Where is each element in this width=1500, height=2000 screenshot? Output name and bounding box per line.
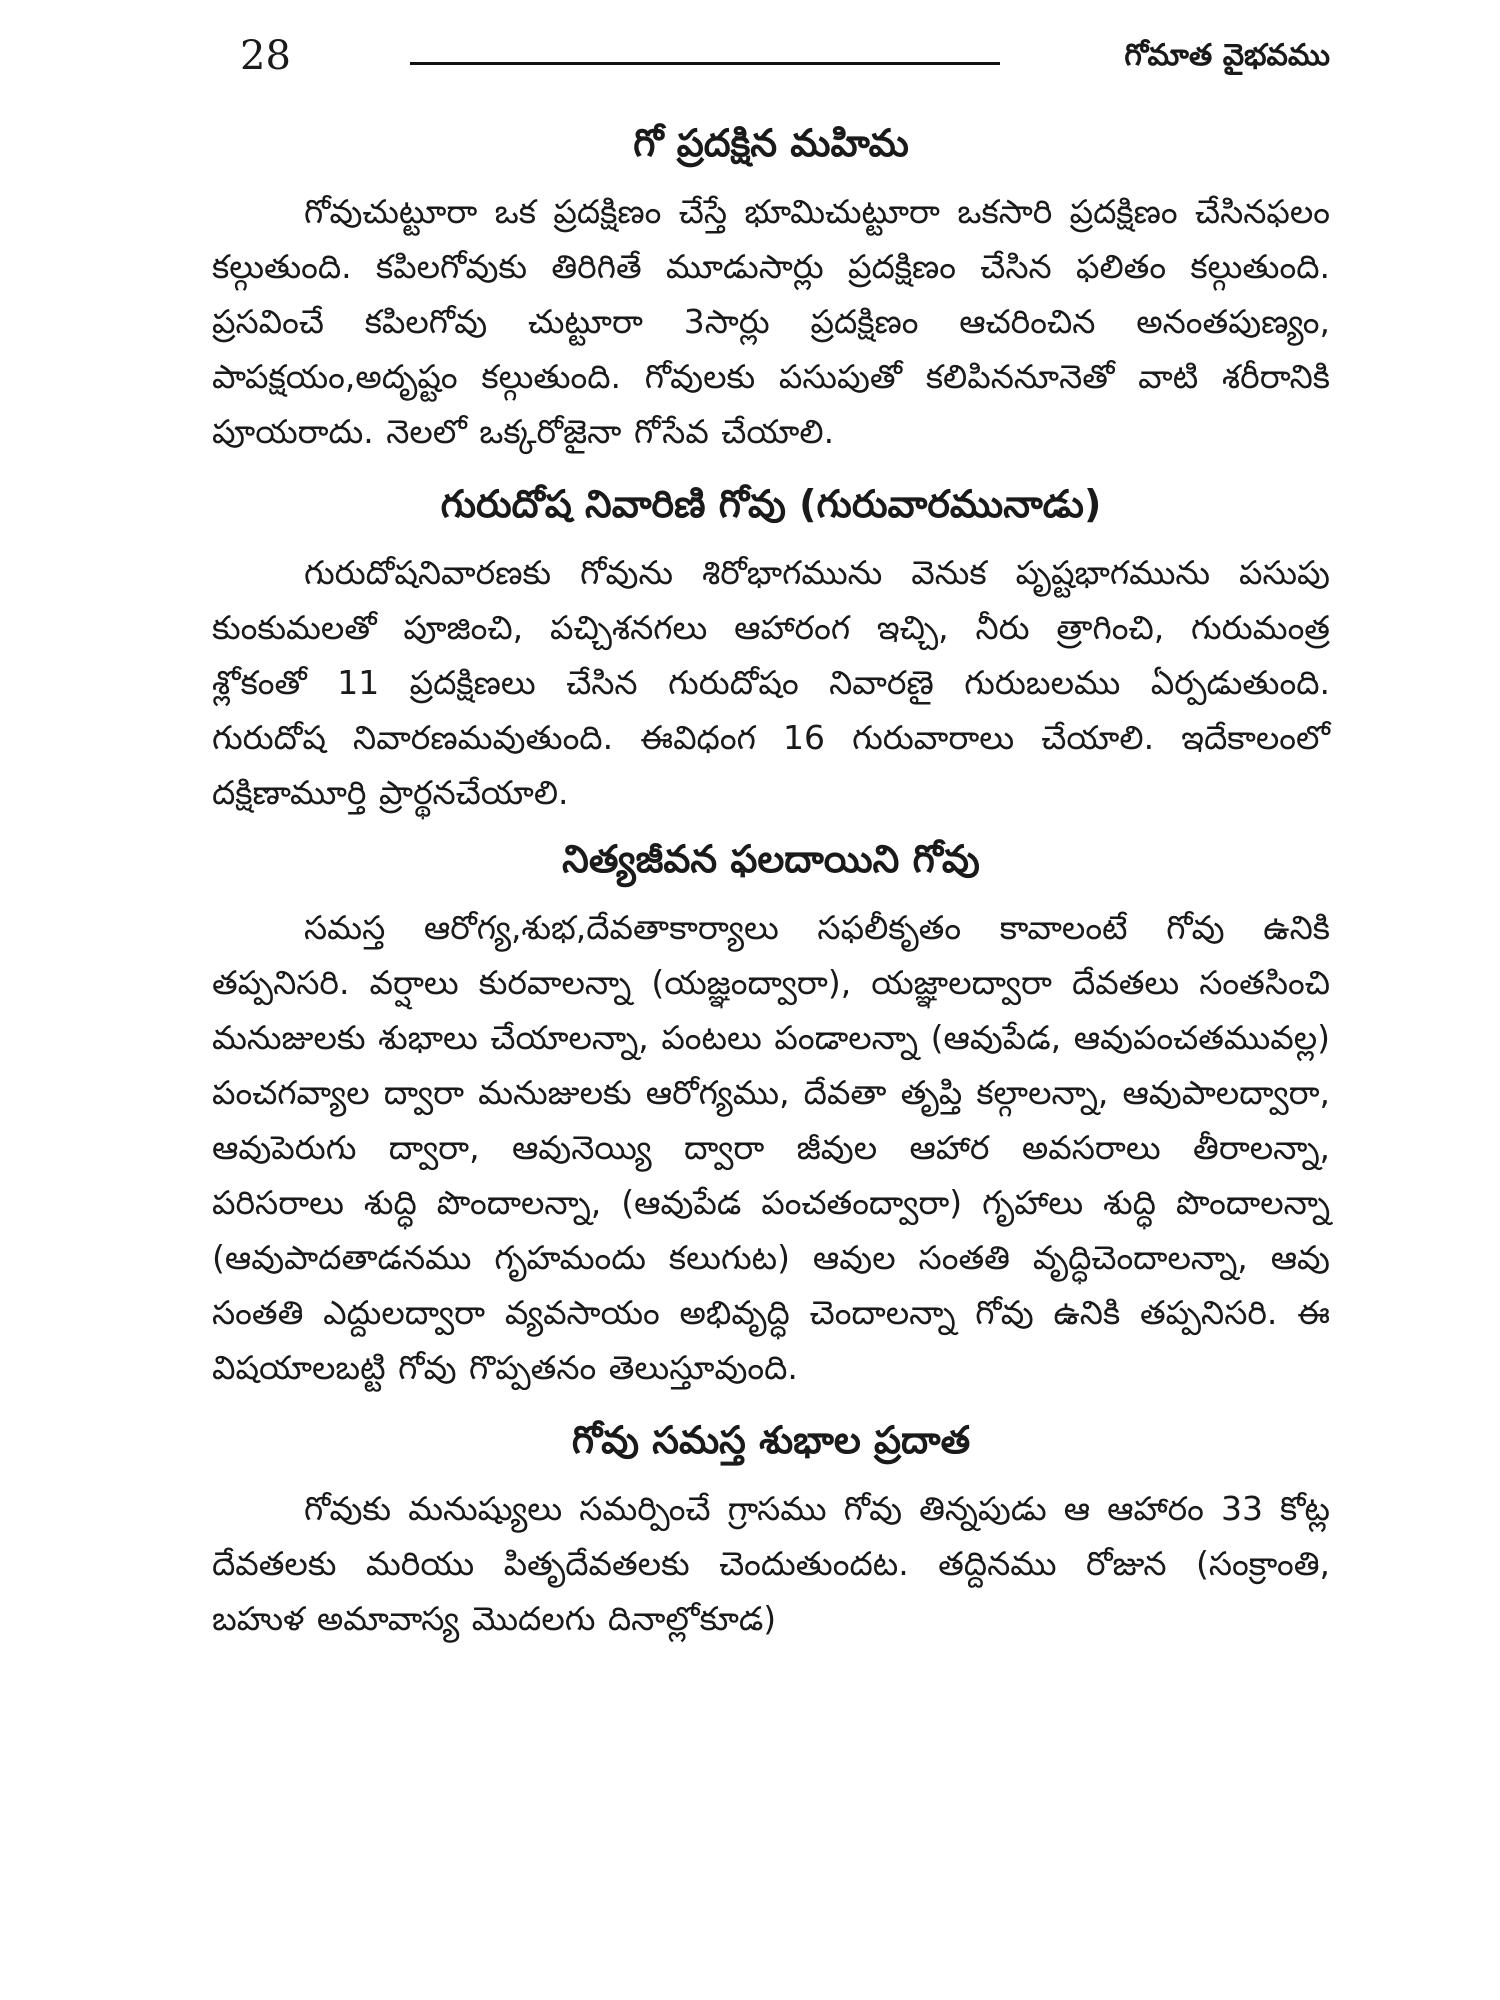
page-header	[210, 28, 1330, 88]
section-heading: గో ప్రదక్షిన మహిమ	[633, 121, 909, 165]
section-paragraph: గురుదోషనివారణకు గోవును శిరోభాగమును వెనుక పృష్టభాగమును పసుపు కుంకుమలతో పూజించి, పచ్చిశనగలు ఆహారంగ ఇచ్చి, నీరు త్రాగించి, గురుమంత్ర శ్లోకంతో 11 ప్రదక్షిణలు చేసిన గురుదోషం నివారణై గురుబలము ఏర్పడుతుంది. గురుదోష నివారణమవుతుంది. ఈవిధంగ 16 గురువారాలు చేయాలి. ఇదేకాలంలో దక్షిణామూర్తి ప్రార్థనచేయాలి.	[212, 553, 1330, 812]
section-heading: గోవు సమస్త శుభాల ప్రదాత	[571, 1418, 971, 1462]
page-number: 28	[240, 33, 291, 79]
section-paragraph: సమస్త ఆరోగ్య,శుభ,దేవతాకార్యాలు సఫలీకృతం కావాలంటే గోవు ఉనికి తప్పనిసరి. వర్షాలు కురవాలన్నా (యజ్ఞంద్వారా), యజ్ఞాలద్వారా దేవతలు సంతసించి మనుజులకు శుభాలు చేయాలన్నా, పంటలు పండాలన్నా (ఆవుపేడ, ఆవుపంచతమువల్ల) పంచగవ్యాల ద్వారా మనుజులకు ఆరోగ్యము, దేవతా తృప్తి కల్గాలన్నా, ఆవుపాలద్వారా, ఆవుపెరుగు ద్వారా, ఆవునెయ్యి ద్వారా జీవుల ఆహార అవసరాలు తీరాలన్నా, పరిసరాలు శుద్ధి పొందాలన్నా, (ఆవుపేడ పంచతంద్వారా) గృహాలు శుద్ధి పొందాలన్నా (ఆవుపాదతాడనము గృహమందు కలుగుట) ఆవుల సంతతి వృద్ధిచెందాలన్నా, ఆవు సంతతి ఎద్దులద్వారా వ్యవసాయం అభివృద్ధి చెందాలన్నా గోవు ఉనికి తప్పనిసరి. ఈ విషయాలబట్టి గోవు గొప్పతనం తెలుస్తూవుంది.	[212, 908, 1330, 1387]
section-gau-pradakshina	[212, 112, 1330, 459]
section-paragraph: గోవుకు మనుష్యులు సమర్పించే గ్రాసము గోవు తిన్నపుడు ఆ ఆహారం 33 కోట్ల దేవతలకు మరియు పితృదేవతలకు చెందుతుందట. తద్దినము రోజున (సంక్రాంతి, బహుళ అమావాస్య మొదలగు దినాల్లోకూడ)	[212, 1489, 1330, 1638]
running-title: గోమాత వైభవము	[1124, 38, 1330, 73]
section-paragraph: గోవుచుట్టూరా ఒక ప్రదక్షిణం చేస్తే భూమిచుట్టూరా ఒకసారి ప్రదక్షిణం చేసినఫలం కల్గుతుంది. కపిలగోవుకు తిరిగితే మూడుసార్లు ప్రదక్షిణం చేసిన ఫలితం కల్గుతుంది. ప్రసవించే కపిలగోవు చుట్టూరా 3సార్లు ప్రదక్షిణం ఆచరించిన అనంతపుణ్యం, పాపక్షయం,అదృష్టం కల్గుతుంది. గోవులకు పసుపుతో కలిపిననూనెతో వాటి శరీరానికి పూయరాదు. నెలలో ఒక్కరోజైనా గోసేవ చేయాలి.	[212, 192, 1330, 451]
section-gurudosha-nivarini	[212, 473, 1330, 820]
page-content	[212, 112, 1330, 1654]
section-nityajeevana	[212, 828, 1330, 1395]
header-rule	[410, 62, 1000, 65]
section-samasta-shubhala	[212, 1409, 1330, 1646]
section-heading: నిత్యజీవన ఫలదాయిని గోవు	[562, 837, 980, 881]
section-heading: గురుదోష నివారిణి గోవు (గురువారమునాడు)	[440, 482, 1102, 526]
